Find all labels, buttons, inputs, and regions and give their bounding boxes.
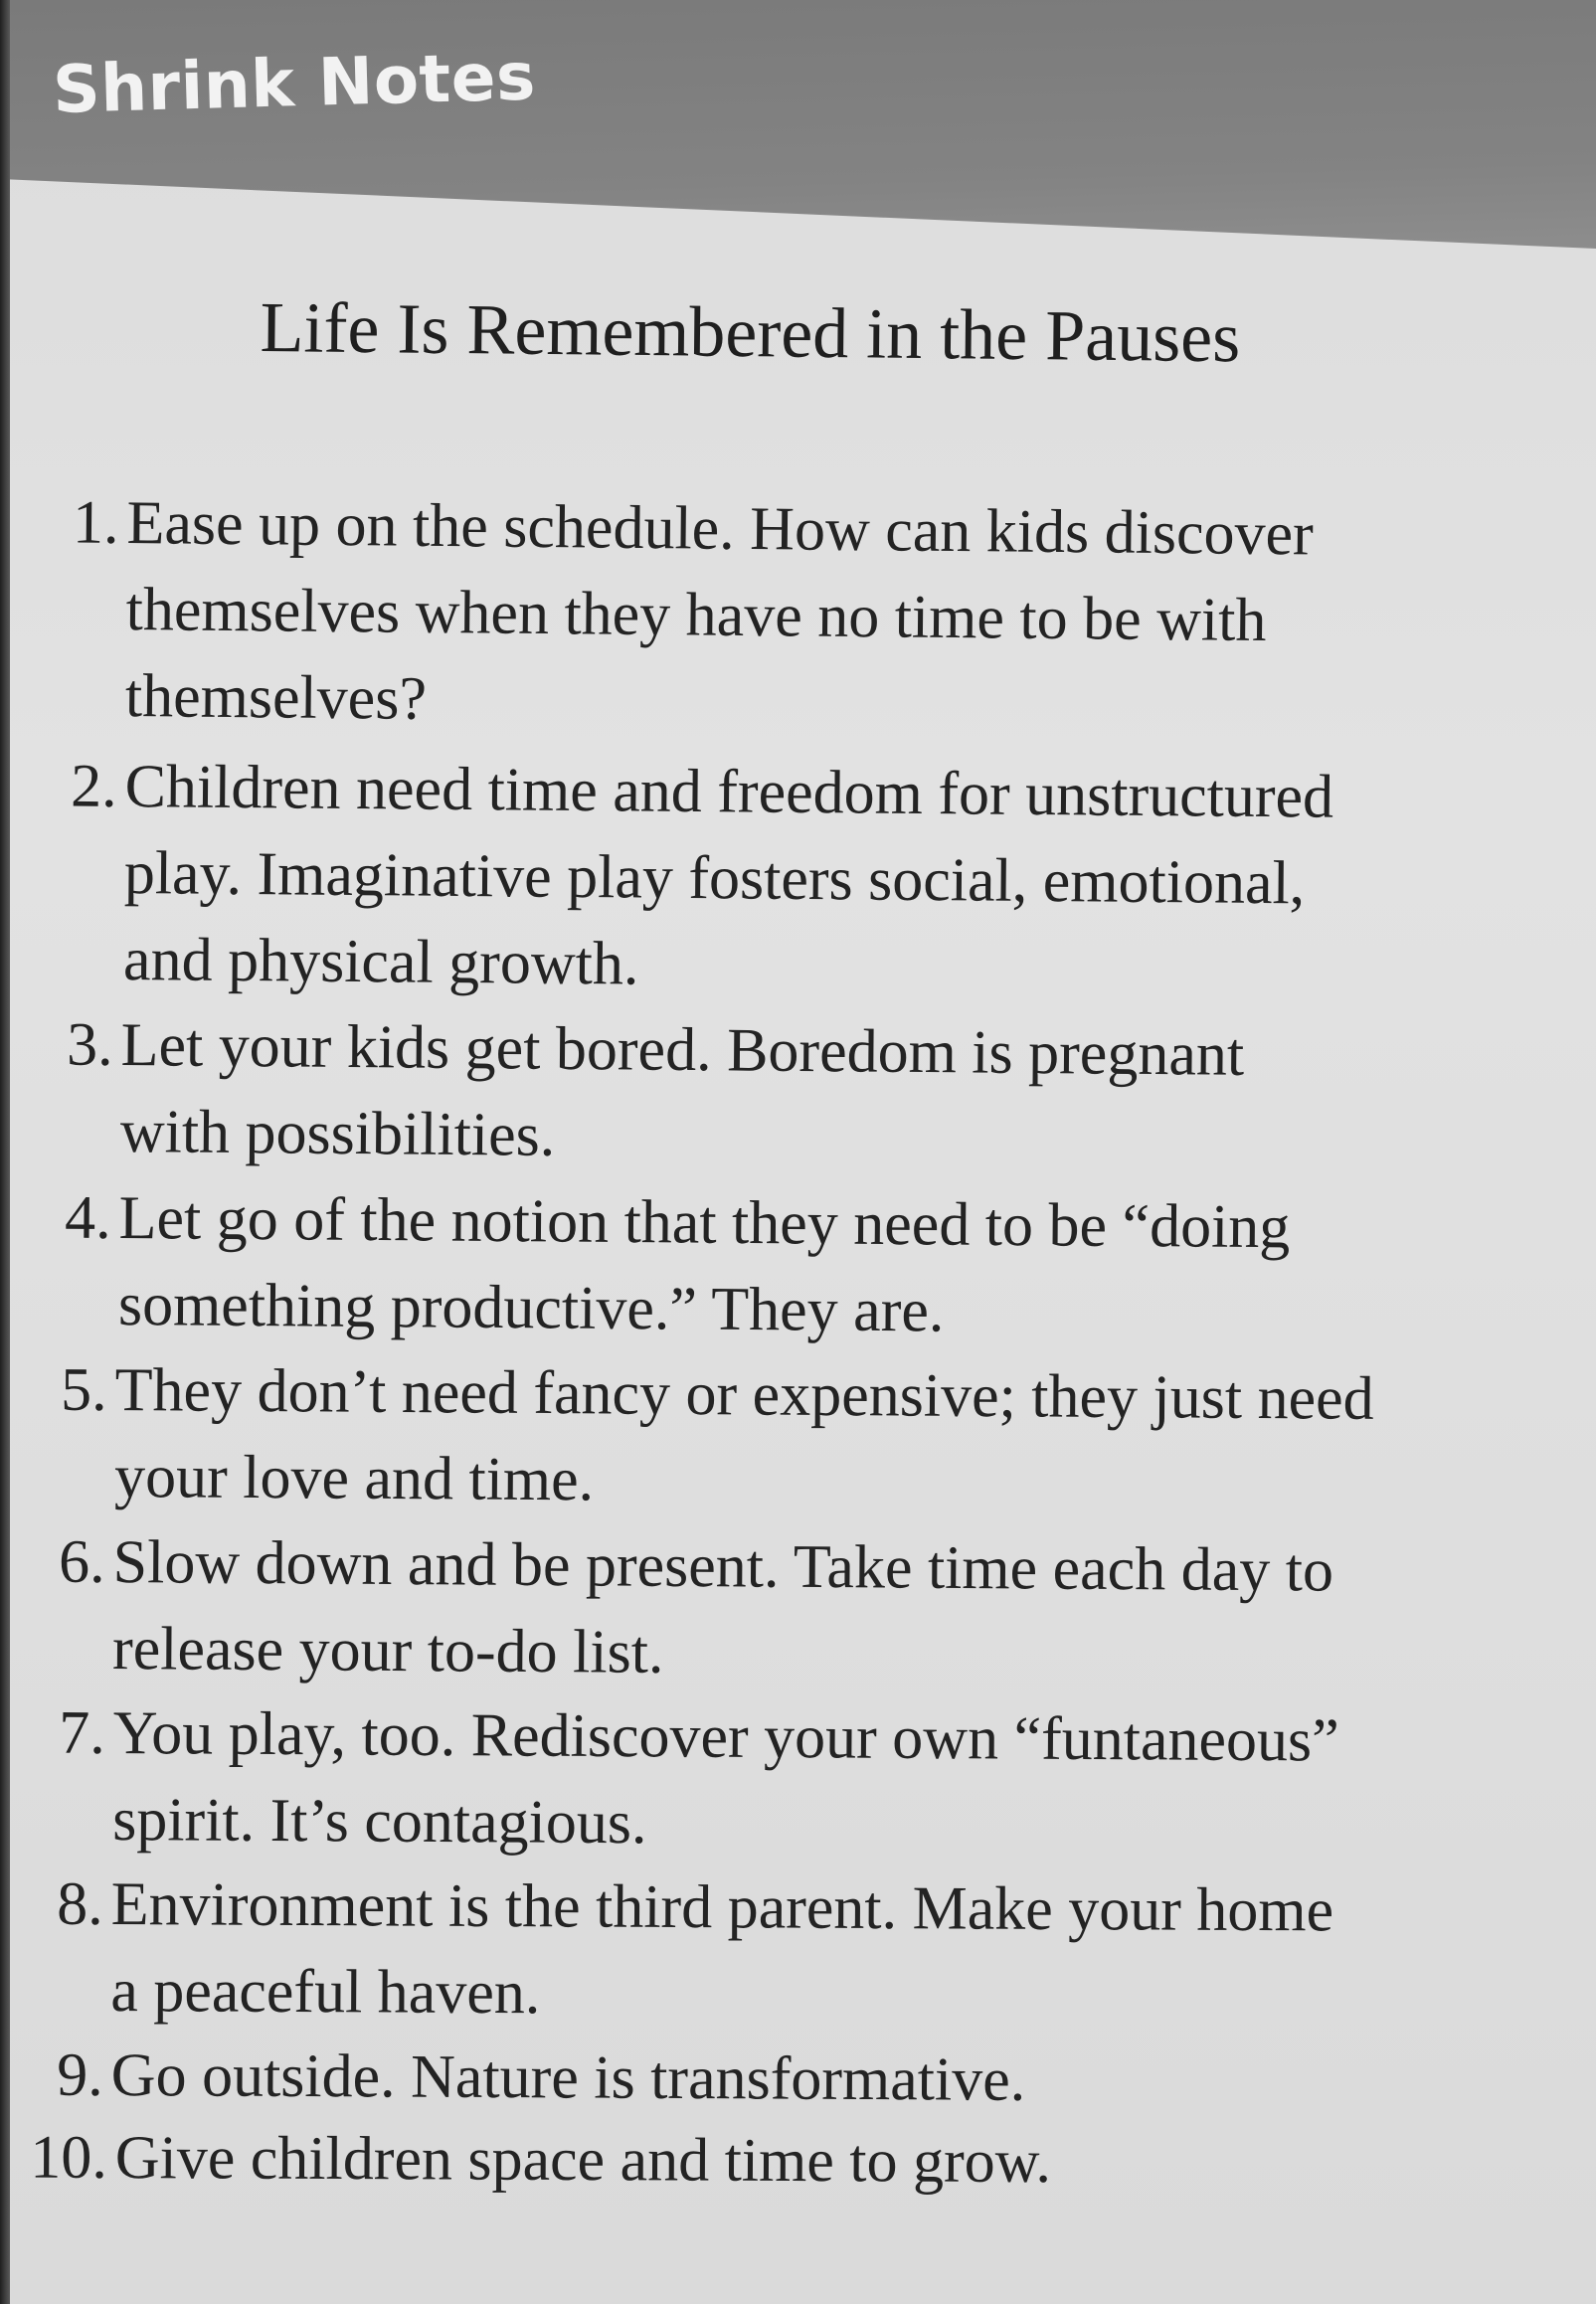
list-item-9: [57, 2033, 1026, 2124]
item-text-line: Let go of the notion that they need to be “doing: [118, 1183, 1291, 1262]
item-text-line: something productive.” They are.: [117, 1270, 945, 1345]
item-text-line: They don’t need fancy or expensive; they just need: [114, 1355, 1374, 1433]
item-text-line: a peaceful haven.: [110, 1956, 541, 2028]
list-item-5: [60, 1347, 1374, 1529]
item-text-line: Children need time and freedom for unstructured: [124, 752, 1334, 831]
list-item-2: [70, 744, 1334, 1014]
page-title: Life Is Remembered in the Pauses: [260, 286, 1241, 378]
item-text-line: themselves when they have no time to be with: [125, 575, 1267, 655]
item-number: 5.: [60, 1355, 107, 1424]
item-text-line: release your to-do list.: [111, 1614, 664, 1686]
item-text-line: and physical growth.: [122, 925, 639, 998]
item-text-line: Ease up on the schedule. How can kids discover: [126, 488, 1315, 569]
item-number: 1.: [72, 488, 119, 557]
item-number: 2.: [70, 752, 117, 820]
item-text-line: Go outside. Nature is transformative.: [110, 2040, 1026, 2114]
list-item-7: [59, 1690, 1339, 1871]
list-item-8: [57, 1861, 1334, 2040]
item-text-line: Let your kids get bored. Boredom is pregnant: [120, 1010, 1245, 1089]
item-number: 6.: [58, 1527, 105, 1596]
item-text-line: spirit. It’s contagious.: [111, 1785, 647, 1858]
item-number: 10.: [30, 2123, 107, 2192]
item-text-line: Slow down and be present. Take time each day to: [112, 1527, 1334, 1605]
list-item-10: [30, 2115, 1052, 2206]
section-tag: Shrink Notes: [52, 38, 537, 128]
item-number: 9.: [57, 2040, 103, 2109]
item-number: 8.: [57, 1869, 103, 1938]
item-text-line: play. Imaginative play fosters social, emotional,: [123, 838, 1306, 918]
list-item-1: [72, 480, 1315, 751]
item-number: 4.: [64, 1183, 111, 1252]
item-number: 3.: [66, 1010, 113, 1079]
item-text-line: Environment is the third parent. Make your home: [110, 1869, 1334, 1945]
item-text-line: your love and time.: [113, 1442, 595, 1514]
list-item-4: [64, 1175, 1291, 1357]
item-text-line: You play, too. Rediscover your own “funtaneous”: [112, 1698, 1339, 1775]
item-text-line: Give children space and time to grow.: [114, 2124, 1052, 2197]
item-number: 7.: [59, 1698, 105, 1767]
item-text-line: themselves?: [124, 661, 428, 733]
item-text-line: with possibilities.: [119, 1097, 556, 1169]
list-item-6: [58, 1519, 1334, 1701]
list-item-3: [66, 1002, 1245, 1185]
